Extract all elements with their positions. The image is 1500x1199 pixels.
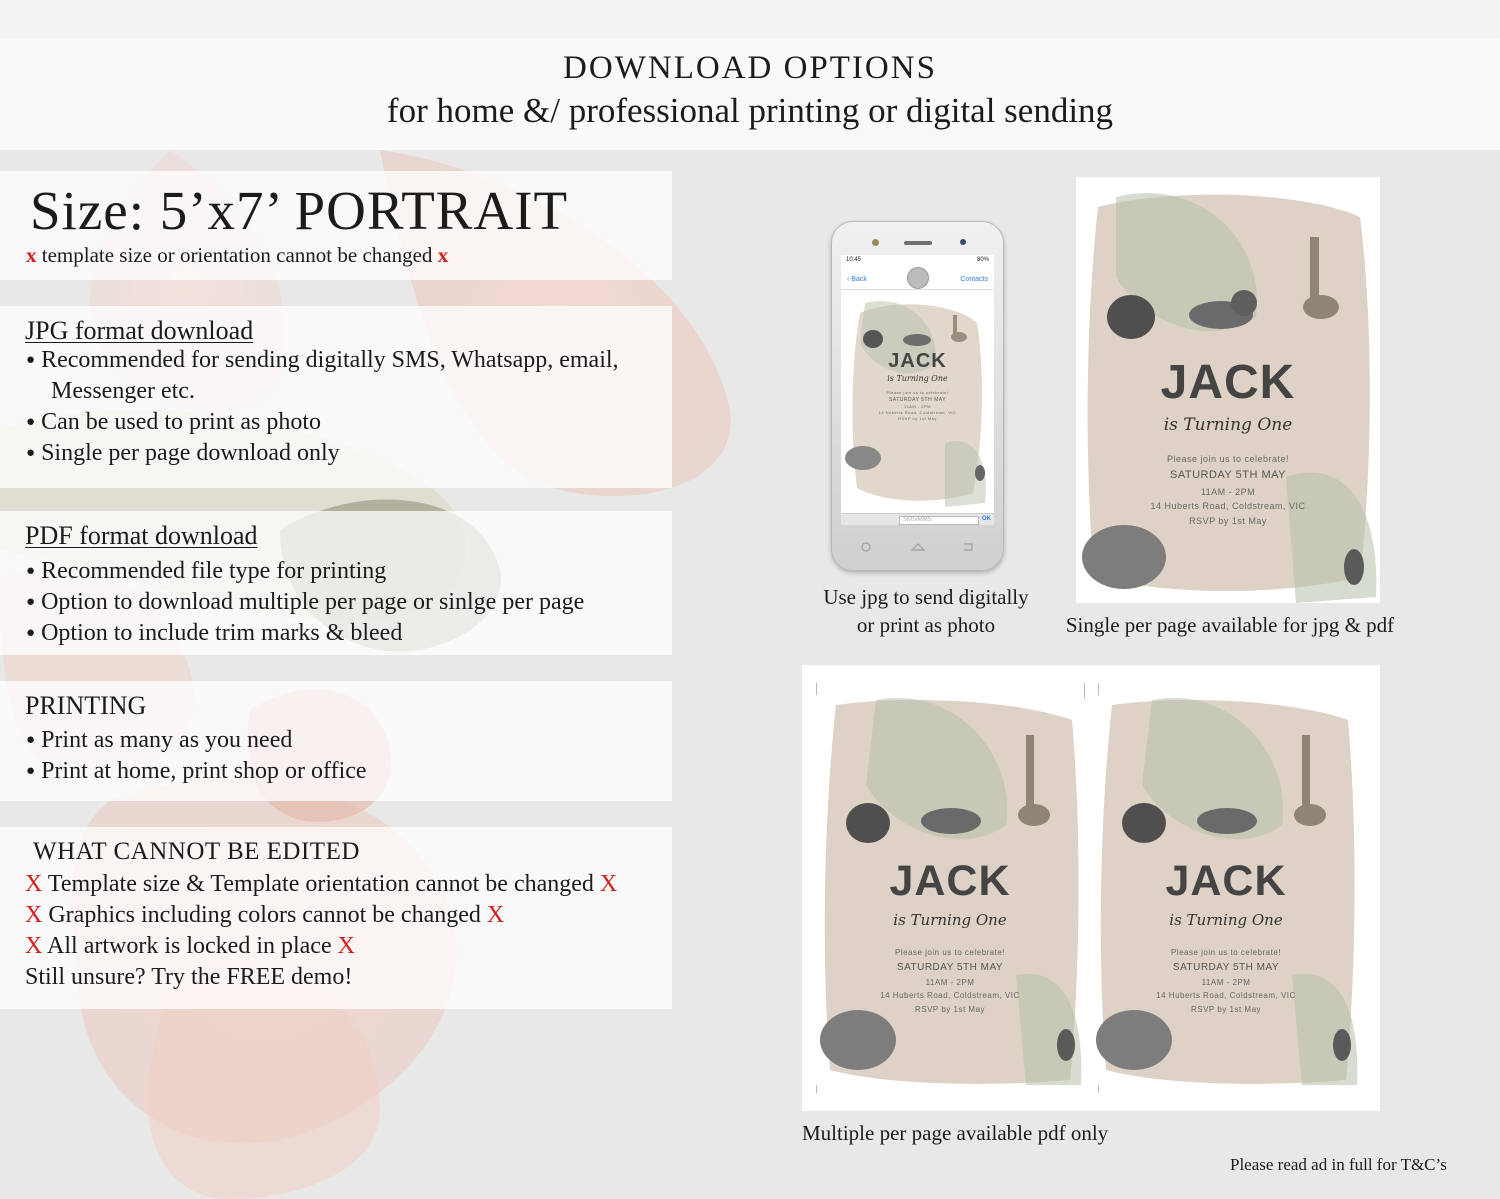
- safari-animals-illustration: [845, 293, 990, 507]
- x-mark-icon: X: [486, 902, 505, 928]
- top-strip: [0, 0, 1500, 38]
- invite-tagline: is Turning One: [893, 911, 1007, 929]
- bullet-icon: ●: [26, 625, 36, 641]
- bullet-text: Option to download multiple per page or sinlge per page: [41, 589, 585, 615]
- restriction-text: Graphics including colors cannot be changed: [48, 902, 481, 928]
- invite-address: 14 Huberts Road, Coldstream, VIC: [880, 991, 1020, 1000]
- invite-tagline: is Turning One: [887, 374, 948, 383]
- speaker-grille: [904, 241, 932, 245]
- invite-tagline: is Turning One: [1169, 911, 1283, 929]
- bullet-item: [26, 758, 367, 785]
- multiple-caption: Multiple per page available pdf only: [802, 1121, 1109, 1145]
- page-subtitle: for home &/ professional printing or digital sending: [386, 91, 1114, 130]
- x-mark-icon: x: [26, 243, 37, 267]
- phone-caption-line2: or print as photo: [856, 613, 996, 637]
- bullet-icon: ●: [26, 763, 36, 779]
- phone-caption: [806, 585, 1046, 638]
- sensor-icon: [960, 239, 966, 245]
- restriction-item: [25, 871, 617, 898]
- phone-invitation-card: [845, 293, 990, 507]
- invite-name: JACK: [889, 857, 1011, 905]
- invite-date: SATURDAY 5TH MAY: [1172, 962, 1280, 973]
- invite-date: SATURDAY 5TH MAY: [1170, 469, 1286, 481]
- x-mark-icon: X: [337, 933, 355, 959]
- invite-name: JACK: [1165, 857, 1287, 905]
- bullet-icon: ●: [26, 445, 36, 461]
- bullet-icon: ●: [26, 414, 36, 430]
- message-nav: [841, 266, 994, 290]
- bullet-text: Print at home, print shop or office: [41, 758, 367, 784]
- invite-name: JACK: [1160, 356, 1296, 409]
- x-mark-icon: X: [25, 871, 43, 897]
- invite-address: 14 Huberts Road, Coldstream, VIC: [1156, 991, 1296, 1000]
- bullet-item: [26, 727, 292, 754]
- multi-page-sheet: [802, 665, 1380, 1111]
- invite-rsvp: RSVP by 1st May: [898, 416, 937, 421]
- bullet-text: Recommended file type for printing: [41, 558, 387, 584]
- single-invitation-card: [1076, 177, 1380, 603]
- bullet-icon: ●: [26, 594, 36, 610]
- restriction-item: [25, 902, 504, 929]
- status-battery: 80%: [976, 257, 989, 263]
- single-caption: Single per page available for jpg & pdf: [1065, 613, 1395, 637]
- invite-line: Please join us to celebrate!: [1170, 948, 1282, 957]
- invite-time: 11AM - 2PM: [904, 404, 931, 409]
- multi-invitation-card: [816, 695, 1084, 1085]
- bullet-continuation: Messenger etc.: [51, 378, 195, 404]
- invite-time: 11AM - 2PM: [1201, 978, 1251, 987]
- bullet-text: Recommended for sending digitally SMS, Whatsapp, email,: [41, 347, 619, 373]
- bullet-text: Print as many as you need: [41, 727, 293, 753]
- phone-mockup: [831, 221, 1004, 571]
- bullet-text: Single per page download only: [41, 440, 340, 466]
- bullet-icon: ●: [26, 732, 36, 748]
- bullet-text: Can be used to print as photo: [41, 409, 322, 435]
- message-input[interactable]: SMS/MMS: [899, 516, 979, 525]
- size-note-text: template size or orientation cannot be changed: [41, 243, 433, 267]
- printing-panel: [0, 681, 672, 801]
- invite-rsvp: RSVP by 1st May: [1189, 516, 1267, 526]
- size-panel: [0, 171, 672, 280]
- page-title: DOWNLOAD OPTIONS: [563, 50, 937, 86]
- restriction-text: All artwork is locked in place: [47, 933, 332, 959]
- phone-caption-line1: Use jpg to send digitally: [823, 585, 1029, 609]
- phone-nav-keys: [846, 540, 990, 554]
- bullet-item: [26, 558, 386, 585]
- bullet-item: [26, 620, 402, 647]
- pdf-title: PDF format download: [25, 521, 258, 550]
- restriction-text: Template size & Template orientation cannot be changed: [47, 871, 594, 897]
- trim-mark: [1084, 683, 1085, 699]
- bullet-item: [26, 409, 321, 436]
- invite-time: 11AM - 2PM: [1200, 487, 1256, 497]
- terms-note: Please read ad in full for T&C’s: [1230, 1155, 1447, 1174]
- jpg-title: JPG format download: [25, 316, 254, 345]
- camera-icon: [872, 239, 879, 246]
- bullet-item: [26, 589, 584, 616]
- bullet-item: [26, 440, 340, 467]
- invite-address: 14 Huberts Road, Coldstream, VIC: [878, 410, 957, 415]
- invite-time: 11AM - 2PM: [925, 978, 975, 987]
- demo-prompt: Still unsure? Try the FREE demo!: [25, 964, 353, 990]
- invite-date: SATURDAY 5TH MAY: [888, 397, 947, 403]
- send-button[interactable]: OK: [982, 516, 991, 522]
- avatar-icon: [907, 267, 929, 289]
- pdf-panel: [0, 511, 672, 655]
- invite-rsvp: RSVP by 1st May: [1190, 1005, 1262, 1014]
- invite-line: Please join us to celebrate!: [894, 948, 1006, 957]
- size-note: [26, 243, 448, 268]
- cannot-edit-title: WHAT CANNOT BE EDITED: [33, 838, 360, 865]
- x-mark-icon: X: [25, 933, 43, 959]
- invite-line: Please join us to celebrate!: [1166, 454, 1290, 464]
- size-title: Size: 5’x7’ PORTRAIT: [30, 180, 569, 241]
- invite-line: Please join us to celebrate!: [886, 390, 949, 395]
- message-bar: [841, 513, 994, 525]
- jpg-panel: [0, 306, 672, 488]
- invite-address: 14 Huberts Road, Coldstream, VIC: [1150, 501, 1306, 511]
- x-mark-icon: X: [25, 902, 43, 928]
- status-time: 10:45: [846, 257, 862, 263]
- status-bar: [841, 255, 994, 266]
- x-mark-icon: X: [599, 871, 618, 897]
- contacts-button[interactable]: Contacts: [960, 276, 988, 283]
- invite-rsvp: RSVP by 1st May: [914, 1005, 986, 1014]
- bullet-icon: ●: [26, 563, 36, 579]
- restriction-item: [25, 933, 355, 960]
- bullet-icon: ●: [26, 352, 36, 368]
- x-mark-icon: x: [437, 243, 449, 267]
- invite-date: SATURDAY 5TH MAY: [896, 962, 1004, 973]
- printing-title: PRINTING: [25, 691, 147, 720]
- multi-invitation-card: [1092, 695, 1360, 1085]
- bullet-item: [26, 347, 619, 374]
- phone-screen: [841, 255, 994, 525]
- invite-tagline: is Turning One: [1163, 415, 1293, 435]
- bullet-text: Option to include trim marks & bleed: [41, 620, 403, 646]
- invite-name: JACK: [888, 350, 947, 372]
- back-button[interactable]: ‹ Back: [847, 276, 867, 283]
- header-band: [0, 38, 1500, 150]
- cannot-edit-panel: [0, 827, 672, 1009]
